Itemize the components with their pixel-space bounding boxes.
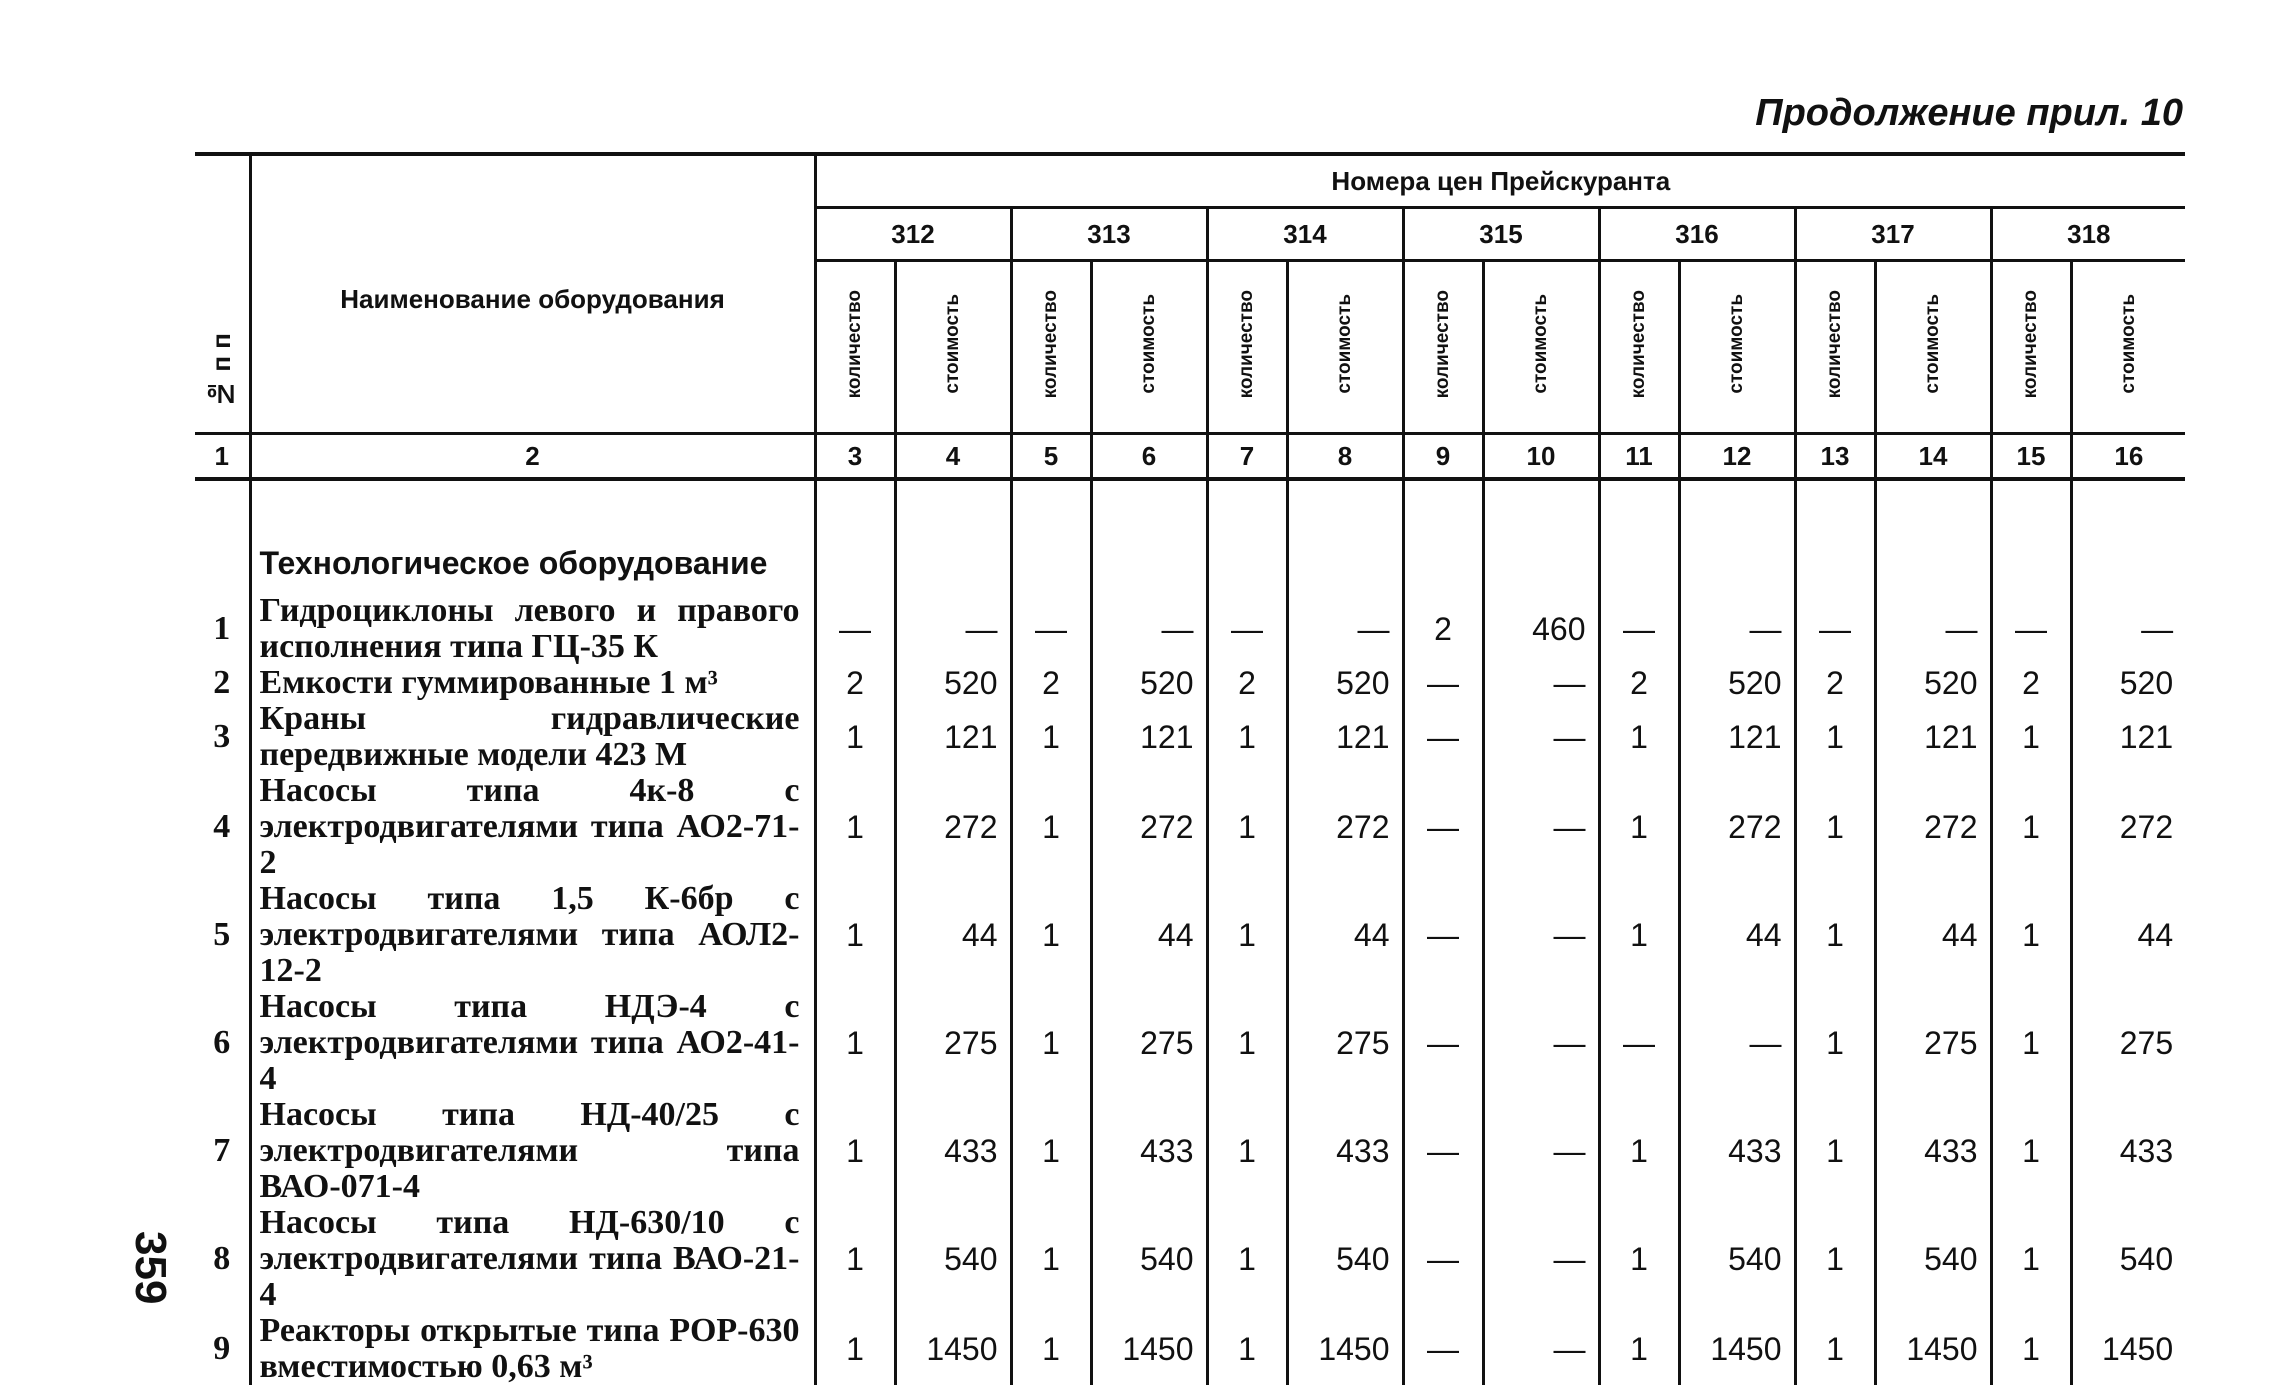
cost-cell: 121 — [1679, 701, 1795, 773]
cost-cell: 540 — [895, 1205, 1011, 1313]
quantity-cell: 1 — [1207, 701, 1287, 773]
cost-cell: 1450 — [1679, 1313, 1795, 1385]
column-number: 5 — [1011, 434, 1091, 480]
price-group-318: 318 — [1991, 208, 2185, 261]
cost-cell: — — [1483, 1097, 1599, 1205]
equipment-name: Насосы типа НД-630/10 с электродвигателями типа ВАО-21-4 — [250, 1205, 815, 1313]
price-group-314: 314 — [1207, 208, 1403, 261]
cost-cell: 1450 — [1091, 1313, 1207, 1385]
quantity-cell: — — [1795, 593, 1875, 665]
quantity-header-312: количество — [815, 261, 895, 434]
quantity-cell: 1 — [815, 773, 895, 881]
quantity-cell: 1 — [1207, 1097, 1287, 1205]
quantity-cell: 2 — [1011, 665, 1091, 701]
name-header: Наименование оборудования — [250, 154, 815, 434]
cost-cell: 272 — [2071, 773, 2185, 881]
table-row — [195, 665, 2185, 701]
quantity-cell: 1 — [1207, 989, 1287, 1097]
cost-cell: 540 — [1679, 1205, 1795, 1313]
quantity-cell: 1 — [1795, 773, 1875, 881]
quantity-cell: 1 — [815, 881, 895, 989]
cost-cell: 275 — [1875, 989, 1991, 1097]
cost-header-314: стоимость — [1287, 261, 1403, 434]
quantity-cell: — — [1403, 773, 1483, 881]
column-number: 9 — [1403, 434, 1483, 480]
cost-cell: 272 — [1287, 773, 1403, 881]
equipment-table — [195, 152, 2185, 1385]
cost-cell: 1450 — [1287, 1313, 1403, 1385]
cost-cell: — — [1091, 593, 1207, 665]
column-number: 14 — [1875, 434, 1991, 480]
equipment-name: Насосы типа НДЭ-4 с электродвигателями типа АО2-41-4 — [250, 989, 815, 1097]
column-number: 16 — [2071, 434, 2185, 480]
row-number: 6 — [213, 1024, 231, 1061]
section-title: Технологическое оборудование — [250, 479, 815, 593]
cost-cell: 121 — [1091, 701, 1207, 773]
quantity-header-318: количество — [1991, 261, 2071, 434]
cost-cell: 520 — [2071, 665, 2185, 701]
cost-cell: 520 — [1875, 665, 1991, 701]
row-number: 2 — [213, 664, 231, 701]
row-number: 9 — [213, 1330, 231, 1367]
column-number: 6 — [1091, 434, 1207, 480]
quantity-cell: — — [1403, 1097, 1483, 1205]
cost-cell: 275 — [895, 989, 1011, 1097]
price-group-315: 315 — [1403, 208, 1599, 261]
cost-cell: — — [1875, 593, 1991, 665]
cost-cell: 540 — [2071, 1205, 2185, 1313]
quantity-cell: 1 — [1207, 1313, 1287, 1385]
quantity-cell: — — [1403, 665, 1483, 701]
quantity-cell: 1 — [1991, 1205, 2071, 1313]
column-number: 7 — [1207, 434, 1287, 480]
quantity-cell: — — [1403, 701, 1483, 773]
column-number: 15 — [1991, 434, 2071, 480]
quantity-header-316: количество — [1599, 261, 1679, 434]
price-group-312: 312 — [815, 208, 1011, 261]
price-group-317: 317 — [1795, 208, 1991, 261]
cost-cell: 275 — [1287, 989, 1403, 1097]
cost-cell: 272 — [1679, 773, 1795, 881]
cost-cell: 540 — [1287, 1205, 1403, 1313]
cost-cell: 433 — [1679, 1097, 1795, 1205]
quantity-cell: 1 — [1011, 1313, 1091, 1385]
cost-cell: 520 — [1679, 665, 1795, 701]
equipment-name: Насосы типа 1,5 К-6бр с электродвигателями типа АОЛ2-12-2 — [250, 881, 815, 989]
cost-cell: — — [1483, 881, 1599, 989]
quantity-cell: 1 — [1599, 881, 1679, 989]
cost-cell: 44 — [1287, 881, 1403, 989]
quantity-cell: 1 — [1991, 881, 2071, 989]
quantity-cell: 2 — [1599, 665, 1679, 701]
quantity-cell: 1 — [1011, 989, 1091, 1097]
table-row — [195, 989, 2185, 1097]
quantity-cell: — — [1403, 1313, 1483, 1385]
cost-cell: 44 — [1679, 881, 1795, 989]
row-number: 5 — [213, 916, 231, 953]
prices-header: Номера цен Прейскуранта — [815, 154, 2185, 208]
quantity-header-314: количество — [1207, 261, 1287, 434]
quantity-cell: — — [1991, 593, 2071, 665]
cost-cell: 121 — [1287, 701, 1403, 773]
cost-cell: 44 — [1091, 881, 1207, 989]
cost-cell: 520 — [895, 665, 1011, 701]
equipment-name: Насосы типа НД-40/25 с электродвигателями типа ВАО-071-4 — [250, 1097, 815, 1205]
cost-header-317: стоимость — [1875, 261, 1991, 434]
cost-cell: — — [1679, 593, 1795, 665]
cost-cell: — — [1483, 1205, 1599, 1313]
quantity-cell: — — [815, 593, 895, 665]
quantity-cell: 1 — [1599, 701, 1679, 773]
page-number: 359 — [126, 1231, 175, 1305]
row-number: 7 — [213, 1132, 231, 1169]
quantity-cell: 1 — [1795, 881, 1875, 989]
quantity-cell: 1 — [1991, 701, 2071, 773]
quantity-cell: 2 — [1207, 665, 1287, 701]
quantity-cell: 1 — [815, 1313, 895, 1385]
cost-cell: 272 — [895, 773, 1011, 881]
cost-cell: — — [895, 593, 1011, 665]
equipment-name: Гидроциклоны левого и правого исполнения типа ГЦ-35 К — [250, 593, 815, 665]
equipment-name: Емкости гуммированные 1 м³ — [250, 665, 815, 701]
quantity-cell: 1 — [1795, 1205, 1875, 1313]
cost-cell: 433 — [1091, 1097, 1207, 1205]
cost-cell: 272 — [1091, 773, 1207, 881]
quantity-cell: 2 — [1795, 665, 1875, 701]
num-header: № п п — [195, 154, 250, 434]
table-row — [195, 881, 2185, 989]
quantity-header-313: количество — [1011, 261, 1091, 434]
cost-cell: — — [1679, 989, 1795, 1097]
equipment-name: Краны гидравлические передвижные модели 423 М — [250, 701, 815, 773]
cost-cell: 433 — [1287, 1097, 1403, 1205]
row-number: 8 — [213, 1240, 231, 1277]
column-number: 2 — [250, 434, 815, 480]
quantity-cell: 1 — [1991, 989, 2071, 1097]
cost-cell: 433 — [2071, 1097, 2185, 1205]
cost-cell: 520 — [1287, 665, 1403, 701]
cost-cell: 44 — [1875, 881, 1991, 989]
equipment-name: Насосы типа 4к-8 с электродвигателями типа АО2-71-2 — [250, 773, 815, 881]
section-row — [195, 479, 2185, 593]
quantity-cell: 1 — [1991, 1313, 2071, 1385]
quantity-cell: 1 — [1011, 1205, 1091, 1313]
cost-cell: 433 — [1875, 1097, 1991, 1205]
column-number: 12 — [1679, 434, 1795, 480]
column-number: 8 — [1287, 434, 1403, 480]
price-group-316: 316 — [1599, 208, 1795, 261]
quantity-header-317: количество — [1795, 261, 1875, 434]
cost-cell: 44 — [895, 881, 1011, 989]
column-number: 1 — [195, 434, 250, 480]
row-number: 1 — [213, 610, 231, 647]
cost-header-313: стоимость — [1091, 261, 1207, 434]
cost-cell: 121 — [895, 701, 1011, 773]
quantity-cell: 1 — [1991, 773, 2071, 881]
cost-cell: 520 — [1091, 665, 1207, 701]
quantity-header-315: количество — [1403, 261, 1483, 434]
quantity-cell: 2 — [1991, 665, 2071, 701]
quantity-cell: 1 — [815, 989, 895, 1097]
cost-cell: 275 — [1091, 989, 1207, 1097]
cost-cell: — — [1483, 989, 1599, 1097]
quantity-cell: 1 — [1599, 1097, 1679, 1205]
quantity-cell: 1 — [1011, 773, 1091, 881]
table-row — [195, 1313, 2185, 1385]
quantity-cell: 1 — [1795, 989, 1875, 1097]
cost-cell: 121 — [2071, 701, 2185, 773]
cost-cell: — — [1483, 1313, 1599, 1385]
quantity-cell: 1 — [815, 1097, 895, 1205]
cost-header-316: стоимость — [1679, 261, 1795, 434]
column-number: 4 — [895, 434, 1011, 480]
quantity-cell: — — [1207, 593, 1287, 665]
quantity-cell: 1 — [1207, 881, 1287, 989]
table-row — [195, 1097, 2185, 1205]
cost-cell: 272 — [1875, 773, 1991, 881]
quantity-cell: 2 — [815, 665, 895, 701]
cost-cell: — — [1287, 593, 1403, 665]
quantity-cell: — — [1599, 989, 1679, 1097]
table-row — [195, 1205, 2185, 1313]
quantity-cell: — — [1403, 989, 1483, 1097]
row-number: 4 — [213, 808, 231, 845]
quantity-cell: — — [1403, 1205, 1483, 1313]
cost-header-318: стоимость — [2071, 261, 2185, 434]
quantity-cell: 1 — [1207, 773, 1287, 881]
quantity-cell: 1 — [1795, 1097, 1875, 1205]
cost-cell: 1450 — [895, 1313, 1011, 1385]
cost-cell: 433 — [895, 1097, 1011, 1205]
cost-cell: 460 — [1483, 593, 1599, 665]
quantity-cell: — — [1599, 593, 1679, 665]
column-number: 10 — [1483, 434, 1599, 480]
quantity-cell: 1 — [1795, 1313, 1875, 1385]
quantity-cell: 2 — [1403, 593, 1483, 665]
cost-cell: — — [1483, 701, 1599, 773]
table-row — [195, 701, 2185, 773]
cost-cell: — — [1483, 773, 1599, 881]
cost-cell: 44 — [2071, 881, 2185, 989]
cost-cell: 540 — [1875, 1205, 1991, 1313]
column-number: 3 — [815, 434, 895, 480]
cost-cell: 1450 — [2071, 1313, 2185, 1385]
continuation-note: Продолжение прил. 10 — [1755, 92, 2183, 134]
price-group-313: 313 — [1011, 208, 1207, 261]
quantity-cell: — — [1403, 881, 1483, 989]
cost-cell: — — [2071, 593, 2185, 665]
cost-cell: 275 — [2071, 989, 2185, 1097]
cost-cell: 1450 — [1875, 1313, 1991, 1385]
cost-cell: 540 — [1091, 1205, 1207, 1313]
cost-header-312: стоимость — [895, 261, 1011, 434]
quantity-cell: 1 — [1599, 773, 1679, 881]
column-number: 13 — [1795, 434, 1875, 480]
row-number: 3 — [213, 718, 231, 755]
cost-cell: — — [1483, 665, 1599, 701]
quantity-cell: 1 — [1011, 881, 1091, 989]
quantity-cell: 1 — [1599, 1205, 1679, 1313]
table-row — [195, 593, 2185, 665]
quantity-cell: — — [1011, 593, 1091, 665]
cost-header-315: стоимость — [1483, 261, 1599, 434]
table-row — [195, 773, 2185, 881]
equipment-name: Реакторы открытые типа РОР-630 вместимостью 0,63 м³ — [250, 1313, 815, 1385]
quantity-cell: 1 — [1795, 701, 1875, 773]
quantity-cell: 1 — [1991, 1097, 2071, 1205]
cost-cell: 121 — [1875, 701, 1991, 773]
quantity-cell: 1 — [815, 701, 895, 773]
table-header — [195, 154, 2185, 479]
quantity-cell: 1 — [815, 1205, 895, 1313]
column-number: 11 — [1599, 434, 1679, 480]
quantity-cell: 1 — [1207, 1205, 1287, 1313]
quantity-cell: 1 — [1011, 1097, 1091, 1205]
quantity-cell: 1 — [1011, 701, 1091, 773]
quantity-cell: 1 — [1599, 1313, 1679, 1385]
